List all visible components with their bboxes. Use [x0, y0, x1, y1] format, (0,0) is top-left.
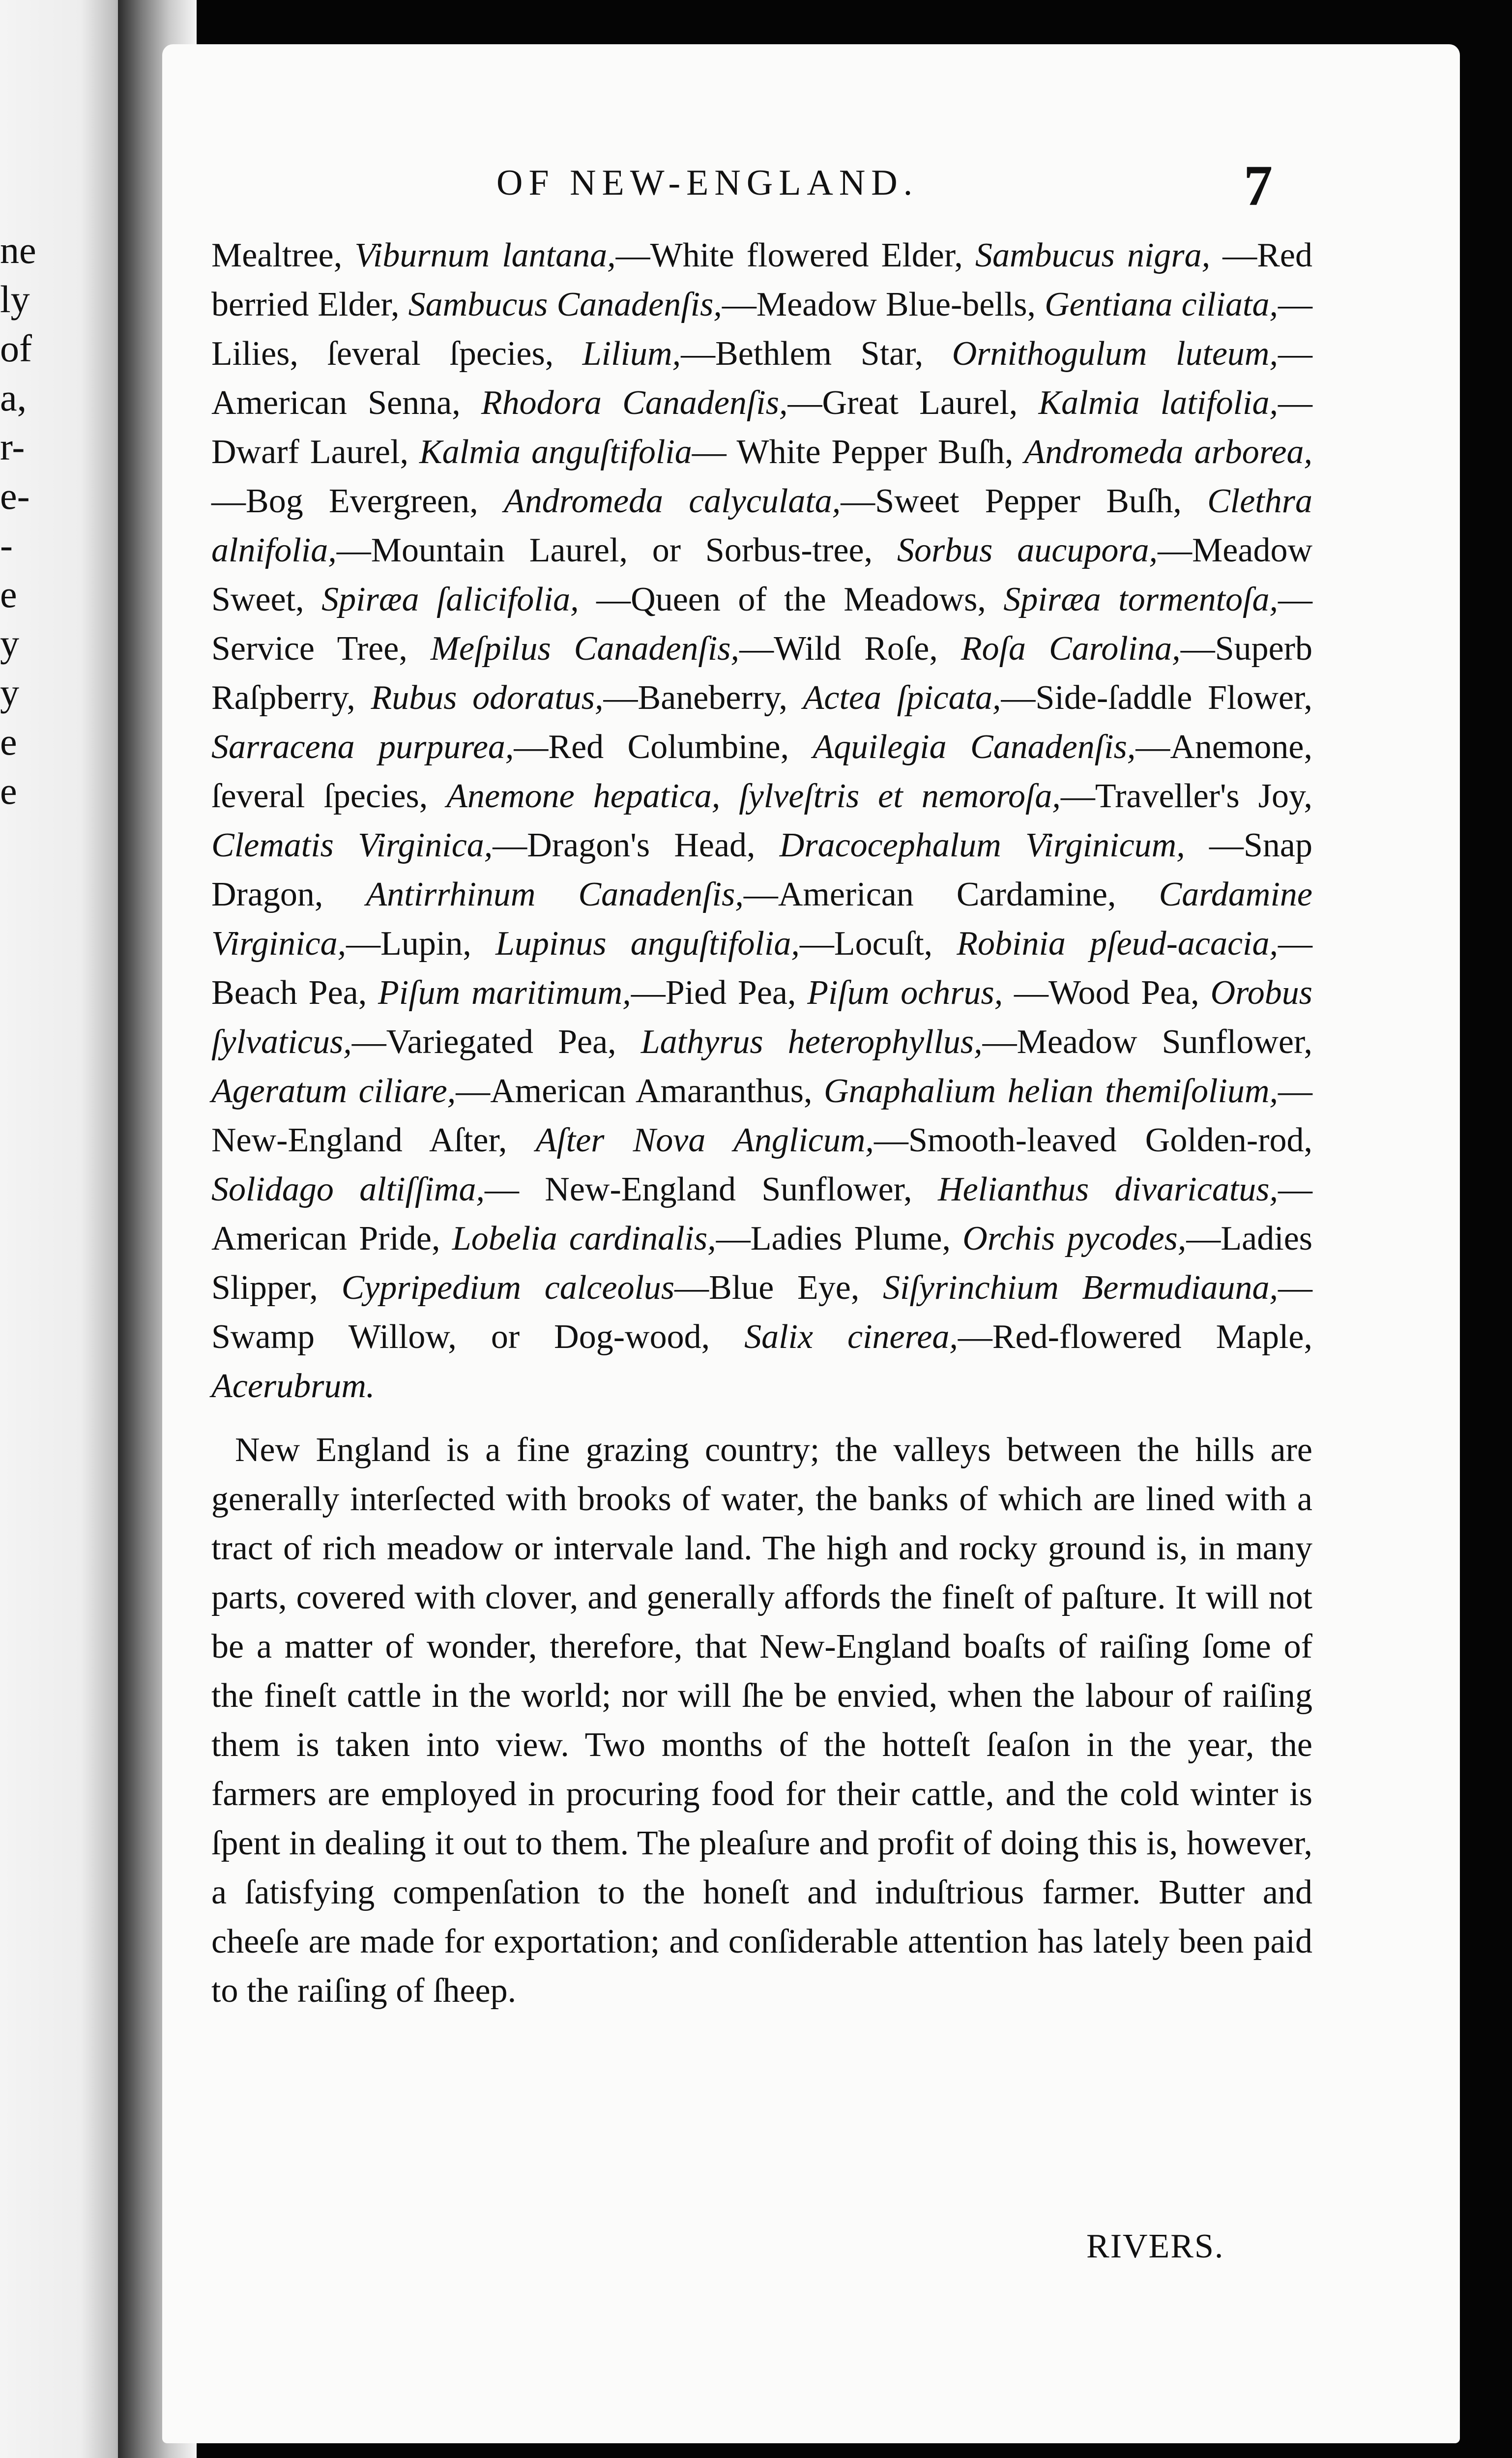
latin-name: Siſyrinchium Bermudiauna,: [883, 1269, 1279, 1307]
facing-page-fragment: e: [0, 720, 17, 763]
text-run: —Dragon's Head,: [493, 826, 780, 864]
latin-name: Anemone hepatica, ſylveſtris et nemoroſa,: [446, 777, 1061, 815]
page-number: 7: [1244, 153, 1273, 218]
text-run: —Great Laurel,: [787, 384, 1039, 422]
text-run: —American Cardamine,: [743, 876, 1159, 913]
latin-name: Meſpilus Canadenſis,: [430, 630, 740, 668]
latin-name: Aſter Nova Anglicum,: [535, 1121, 874, 1159]
latin-name: Sarracena purpurea,: [211, 728, 514, 766]
latin-name: Lobelia cardinalis,: [452, 1220, 716, 1258]
latin-name: Kalmia anguſtifolia: [419, 433, 692, 471]
latin-name: Helianthus divaricatus,: [938, 1170, 1279, 1208]
text-run: —Bog Evergreen,: [211, 482, 504, 520]
text-run: —Sweet Pepper Buſh,: [841, 482, 1208, 520]
latin-name: Kalmia latifolia,: [1038, 384, 1278, 422]
text-run: —Bethlem Star,: [681, 335, 952, 373]
text-run: —Smooth-leaved Golden-rod,: [873, 1121, 1312, 1159]
text-run: —Ladies Plume,: [716, 1220, 963, 1258]
text-run: —Lilies, ſeveral ſpecies,: [211, 286, 1312, 373]
latin-name: Clematis Virginica,: [211, 826, 493, 864]
facing-page-fragment: -: [0, 524, 13, 566]
text-run: —Variegated Pea,: [351, 1023, 641, 1061]
page-header: [162, 153, 1460, 221]
latin-name: Orobus ſylvaticus,: [211, 974, 1312, 1061]
text-run: —Meadow Sunflower,: [982, 1023, 1312, 1061]
latin-name: Lathyrus heterophyllus,: [640, 1023, 983, 1061]
catchword: RIVERS.: [1086, 2227, 1224, 2265]
text-run: —White flowered Elder,: [615, 236, 975, 274]
text-run: —Snap Dragon,: [211, 826, 1312, 913]
latin-name: Cardamine Virginica,: [211, 876, 1312, 963]
text-run: —Traveller's Joy,: [1060, 777, 1312, 815]
text-run: —Wild Roſe,: [739, 630, 961, 668]
latin-name: Spiræa ſalicifolia,: [321, 581, 579, 618]
text-run: —Meadow Sweet,: [211, 531, 1312, 618]
latin-name: Dracocephalum Virginicum,: [779, 826, 1185, 864]
text-run: —Baneberry,: [603, 679, 803, 717]
latin-name: Roſa Carolina,: [960, 630, 1181, 668]
text-run: —American Pride,: [211, 1170, 1313, 1258]
text-run: —American Amaranthus,: [456, 1072, 824, 1110]
latin-name: Lilium,: [582, 335, 681, 373]
latin-name: Salix cinerea,: [744, 1318, 958, 1356]
latin-name: Antirrhinum Canadenſis,: [366, 876, 744, 913]
text-run: —Superb Raſpberry,: [211, 630, 1312, 717]
latin-name: Ornithogulum luteum,: [952, 335, 1278, 373]
latin-name: Orchis pycodes,: [962, 1220, 1187, 1258]
book-page: [162, 44, 1460, 2443]
facing-page-fragment: a,: [0, 376, 27, 419]
latin-name: Aquilegia Canadenſis,: [813, 728, 1136, 766]
text-run: —Blue Eye,: [674, 1269, 883, 1307]
text-run: —American Senna,: [211, 335, 1312, 422]
latin-name: Clethra alnifolia,: [211, 482, 1312, 569]
latin-name: Andromeda arborea,: [1024, 433, 1313, 471]
latin-name: Viburnum lantana,: [354, 236, 616, 274]
text-run: —New-England Aſter,: [211, 1072, 1312, 1159]
latin-name: Andromeda calyculata,: [503, 482, 841, 520]
latin-name: Ageratum ciliare,: [211, 1072, 456, 1110]
text-run: New England is a fine grazing country; the valleys between the hills are generally interſected with brooks of water, the banks of which are lined with a tract of rich meadow or intervale land. The high and rocky ground is, in many parts, covered with clover, and generally affords the fineſt of paſture. It will not be a matter of wonder, therefore, that New-England boaſts of raiſing ſome of the fineſt cattle in the world; nor will ſhe be envied, when the labour of raiſing them is taken into view. Two months of the hotteſt ſeaſon in the year, the farmers are employed in procuring food for their cattle, and the cold winter is ſpent in dealing it out to them. The pleaſure and profit of doing this is, however, a ſatisfying compenſation to the honeſt and induſtrious farmer. Butter and cheeſe are made for exportation; and conſiderable attention has lately been paid to the raiſing of ſheep.: [211, 1431, 1312, 2010]
running-head: OF NEW-ENGLAND.: [496, 163, 919, 203]
text-run: —Red berried Elder,: [211, 236, 1312, 323]
latin-name: Robinia pſeud-acacia,: [957, 925, 1278, 963]
text-run: — New-England Sunflower,: [484, 1170, 938, 1208]
body-text: [211, 231, 1312, 2016]
facing-page-fragment: of: [0, 327, 32, 370]
facing-page-fragment: e-: [0, 474, 30, 517]
latin-name: Rhodora Canadenſis,: [481, 384, 788, 422]
text-run: —Side-ſaddle Flower,: [1001, 679, 1312, 717]
latin-name: Piſum ochrus,: [807, 974, 1003, 1012]
text-run: —Mountain Laurel, or Sorbus-tree,: [336, 531, 897, 569]
facing-page-fragment: ne: [0, 229, 36, 271]
latin-name: Gnaphalium helian themiſolium,: [824, 1072, 1278, 1110]
text-run: —Ladies Slipper,: [211, 1220, 1313, 1307]
text-run: —Anemone, ſeveral ſpecies,: [211, 728, 1312, 815]
facing-page-fragment: e: [0, 573, 17, 615]
facing-page-fragment: y: [0, 622, 19, 665]
latin-name: Sambucus nigra,: [975, 236, 1211, 274]
latin-name: Piſum maritimum,: [378, 974, 631, 1012]
latin-name: Actea ſpicata,: [803, 679, 1001, 717]
text-run: —Lupin,: [346, 925, 495, 963]
text-run: —Locuſt,: [799, 925, 957, 963]
text-run: —Dwarf Laurel,: [211, 384, 1312, 471]
text-run: —Red Columbine,: [514, 728, 813, 766]
facing-page-fragment: y: [0, 671, 19, 714]
latin-name: Sorbus aucupora,: [897, 531, 1158, 569]
latin-name: Sambucus Canadenſis,: [408, 286, 722, 323]
latin-name: Rubus odoratus,: [371, 679, 604, 717]
text-run: Mealtree,: [211, 236, 355, 274]
latin-name: Acerubrum.: [211, 1367, 375, 1405]
text-run: —Service Tree,: [211, 581, 1312, 668]
text-run: —Beach Pea,: [211, 925, 1312, 1012]
latin-name: Spiræa tormentoſa,: [1003, 581, 1278, 618]
paragraph: [211, 1426, 1312, 2016]
latin-name: Cypripedium calceolus: [341, 1269, 675, 1307]
latin-name: Gentiana ciliata,: [1045, 286, 1278, 323]
text-run: —Red-flowered Maple,: [958, 1318, 1312, 1356]
facing-page-fragment: e: [0, 769, 17, 812]
latin-name: Solidago altiſſima,: [211, 1170, 485, 1208]
text-run: —Swamp Willow, or Dog-wood,: [211, 1269, 1313, 1356]
text-run: —Pied Pea,: [631, 974, 808, 1012]
paragraph: [211, 231, 1312, 1411]
facing-page-fragment: r-: [0, 425, 25, 468]
text-run: —Queen of the Meadows,: [579, 581, 1004, 618]
facing-page-fragment: ly: [0, 278, 30, 321]
latin-name: Lupinus anguſtifolia,: [495, 925, 800, 963]
text-run: — White Pepper Buſh,: [692, 433, 1024, 471]
text-run: —Wood Pea,: [1003, 974, 1211, 1012]
text-run: —Meadow Blue-bells,: [722, 286, 1045, 323]
